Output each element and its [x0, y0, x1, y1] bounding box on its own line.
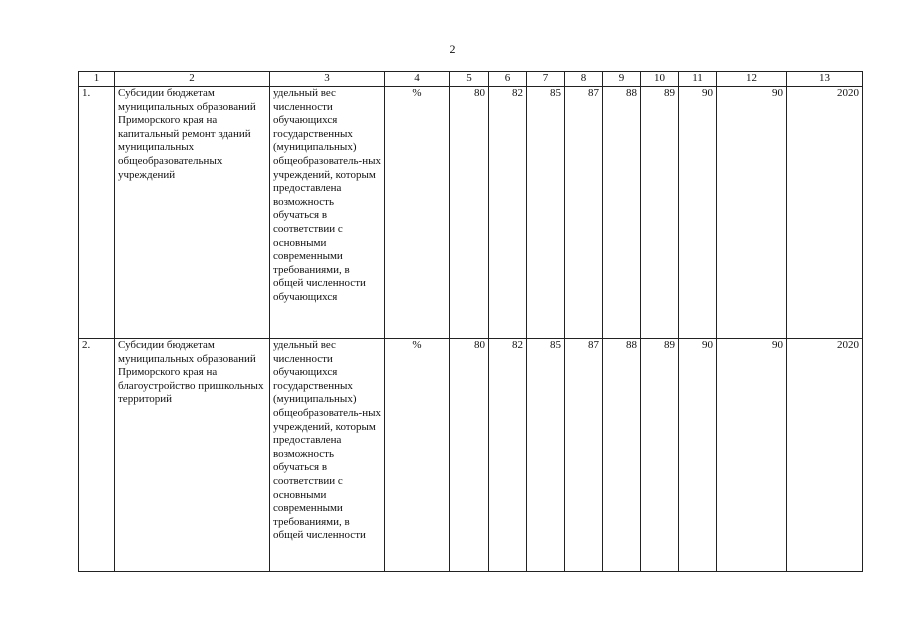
- header-col-10: 10: [641, 72, 679, 87]
- value-cell: 90: [717, 87, 787, 339]
- header-col-1: 1: [79, 72, 115, 87]
- indicators-table: [78, 71, 863, 572]
- unit-cell: %: [385, 87, 450, 339]
- value-cell: 82: [489, 339, 527, 572]
- header-col-8: 8: [565, 72, 603, 87]
- row-index: 1.: [79, 87, 115, 339]
- value-cell: 89: [641, 339, 679, 572]
- header-col-2: 2: [115, 72, 270, 87]
- measure-cell: Субсидии бюджетам муниципальных образований Приморского края на благоустройство пришкольных территорий: [115, 339, 270, 572]
- value-cell: 90: [717, 339, 787, 572]
- page-number: 2: [449, 42, 456, 56]
- value-cell: 85: [527, 87, 565, 339]
- value-cell: 90: [679, 339, 717, 572]
- header-col-12: 12: [717, 72, 787, 87]
- table-row: [79, 339, 863, 572]
- value-cell: 88: [603, 87, 641, 339]
- unit-cell: %: [385, 339, 450, 572]
- header-col-4: 4: [385, 72, 450, 87]
- header-col-3: 3: [270, 72, 385, 87]
- indicator-cell: удельный вес численности обучающихся государственных (муниципальных) общеобразователь-ных учреждений, которым предоставлена возможность обучаться в соответствии с основными современными требованиями, в общей численности: [270, 339, 385, 572]
- header-row: [79, 72, 863, 87]
- header-col-6: 6: [489, 72, 527, 87]
- value-cell: 90: [679, 87, 717, 339]
- table-row: [79, 87, 863, 339]
- header-col-11: 11: [679, 72, 717, 87]
- header-col-13: 13: [787, 72, 863, 87]
- header-col-9: 9: [603, 72, 641, 87]
- value-cell: 87: [565, 87, 603, 339]
- year-cell: 2020: [787, 87, 863, 339]
- value-cell: 80: [450, 87, 489, 339]
- value-cell: 88: [603, 339, 641, 572]
- value-cell: 87: [565, 339, 603, 572]
- value-cell: 82: [489, 87, 527, 339]
- value-cell: 89: [641, 87, 679, 339]
- row-index: 2.: [79, 339, 115, 572]
- year-cell: 2020: [787, 339, 863, 572]
- header-col-5: 5: [450, 72, 489, 87]
- indicator-cell: удельный вес численности обучающихся государственных (муниципальных) общеобразователь-ных учреждений, которым предоставлена возможность обучаться в соответствии с основными современными требованиями, в общей численности обучающихся: [270, 87, 385, 339]
- header-col-7: 7: [527, 72, 565, 87]
- value-cell: 80: [450, 339, 489, 572]
- value-cell: 85: [527, 339, 565, 572]
- measure-cell: Субсидии бюджетам муниципальных образований Приморского края на капитальный ремонт зданий муниципальных общеобразовательных учреждений: [115, 87, 270, 339]
